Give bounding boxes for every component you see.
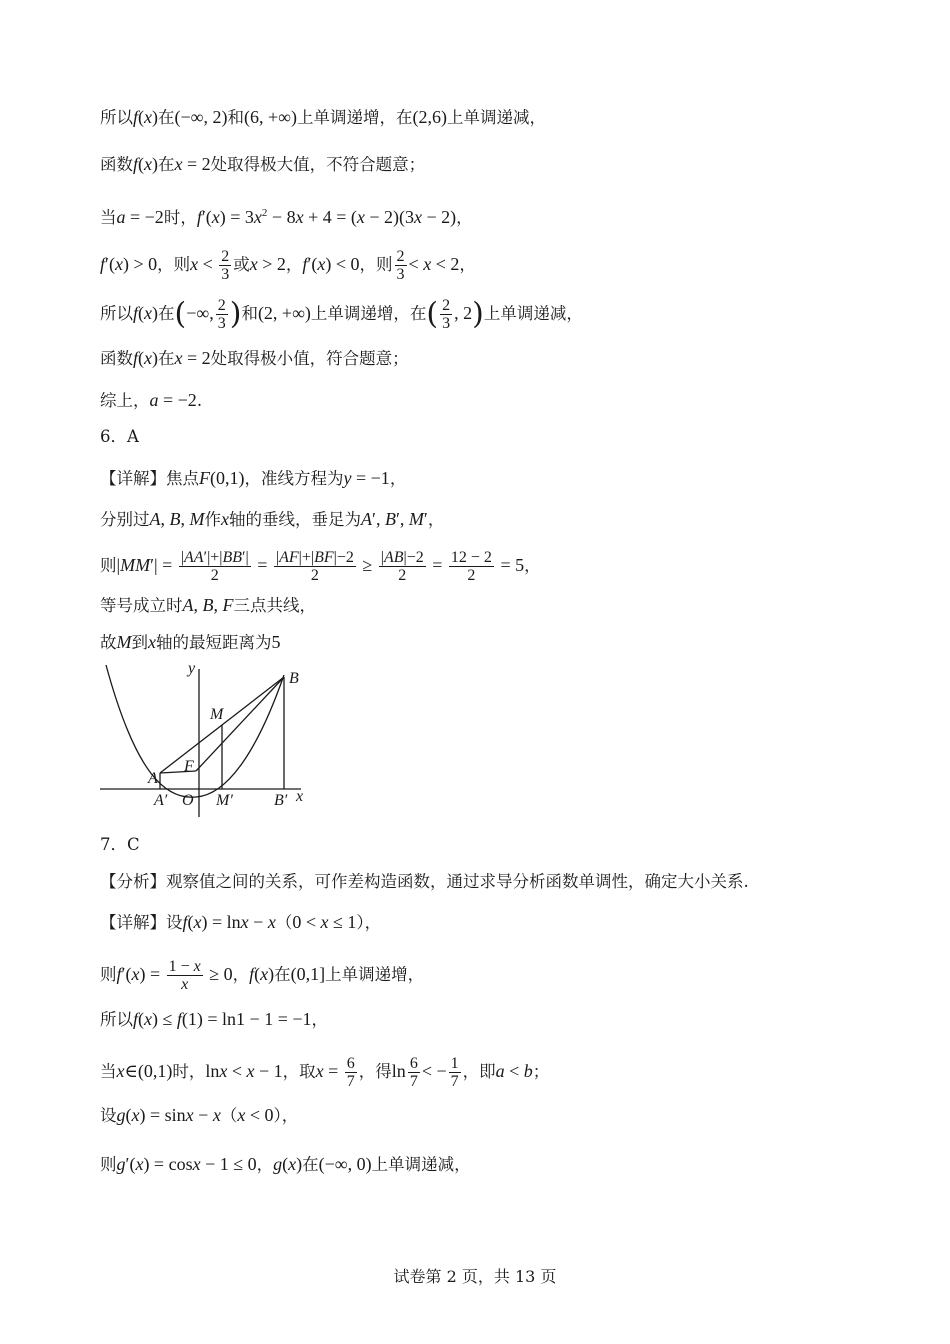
label-B: B xyxy=(289,670,299,687)
text-line-6: 函数f(x)在x = 2处取得极小值，符合题意； xyxy=(100,348,409,368)
question-7-answer: 7．C xyxy=(100,835,140,854)
text-line-4: f′(x) > 0，则x < $\frac{2}{3}$ 或x > 2，f′(x) < 0，则 $\frac{2}{3}$ < x < 2， xyxy=(100,248,476,283)
text-line-18: 所以f(x) ≤ f(1) = ln1 − 1 = −1， xyxy=(100,1009,329,1029)
label-O: O xyxy=(182,792,194,809)
text-line-13: 故M到x轴的最短距离为5 xyxy=(100,632,281,652)
label-B-prime: B′ xyxy=(274,792,288,809)
label-M: M xyxy=(210,706,224,723)
page-footer: 试卷第 2 页，共 13 页 xyxy=(393,1267,557,1286)
text-line-20: 设g(x) = sinx − x（x < 0）， xyxy=(100,1105,299,1125)
text-line-9: 【详解】焦点F(0,1)，准线方程为y = −1， xyxy=(100,468,407,488)
parabola-figure xyxy=(96,655,326,825)
text-line-1: 所以f(x)在(−∞, 2)和(6, +∞)上单调递增，在(2,6)上单调递减， xyxy=(100,107,546,127)
text-line-19: 当x∈(0,1)时，lnx < x − 1，取x = $\frac{6}{7}$ ，得ln $\frac{6}{7}$ < − $\frac{1}{7}$ ，即a < b； xyxy=(100,1055,550,1090)
text-line-16: 【详解】设f(x) = lnx − x（0 < x ≤ 1）， xyxy=(100,912,382,932)
label-M-prime: M′ xyxy=(216,792,233,809)
label-F: F xyxy=(184,758,194,775)
text-line-3: 当a = −2时，$f'(x) = 3x^2 - 8x + 4 = (x - 2)(3x - 2)$， xyxy=(100,207,473,227)
label-A-prime: A′ xyxy=(154,792,168,809)
label-A: A xyxy=(148,770,158,787)
label-x: x xyxy=(296,788,304,805)
label-y: y xyxy=(188,660,196,677)
text-line-7: 综上，a = −2. xyxy=(100,390,203,410)
text-line-11: 则|MM′| = $\frac{|AA'|+|BB'|}{2}$ = $\frac{|AF|+|BF|-2}{2}$ ≥ $\frac{|AB|-2}{2}$ = $\frac{12 - 2}{2}$ = 5， xyxy=(100,549,541,584)
text-line-2: 函数f(x)在x = 2处取得极大值，不符合题意； xyxy=(100,154,426,174)
text-line-10: 分别过A, B, M作x轴的垂线，垂足为A′, B′, M′， xyxy=(100,509,445,529)
segment-FB xyxy=(196,677,284,771)
text-line-21: 则g′(x) = cosx − 1 ≤ 0，g(x)在(−∞, 0)上单调递减， xyxy=(100,1154,471,1174)
text-line-12: 等号成立时A, B, F三点共线， xyxy=(100,595,316,615)
parabola-curve xyxy=(106,665,284,797)
text-line-17: 则f′(x) = $\frac{1 - x}{x}$ ≥ 0，f(x)在(0,1]上单调递增， xyxy=(100,958,425,993)
text-line-5: 所以f(x)在(−∞, $\frac{2}{3}$ )和(2, +∞)上单调递增，在( $\frac{2}{3}$ , 2)上单调递减， xyxy=(100,296,583,332)
text-line-15: 【分析】观察值之间的关系，可作差构造函数，通过求导分析函数单调性，确定大小关系. xyxy=(100,872,749,891)
question-6-answer: 6．A xyxy=(100,427,139,446)
